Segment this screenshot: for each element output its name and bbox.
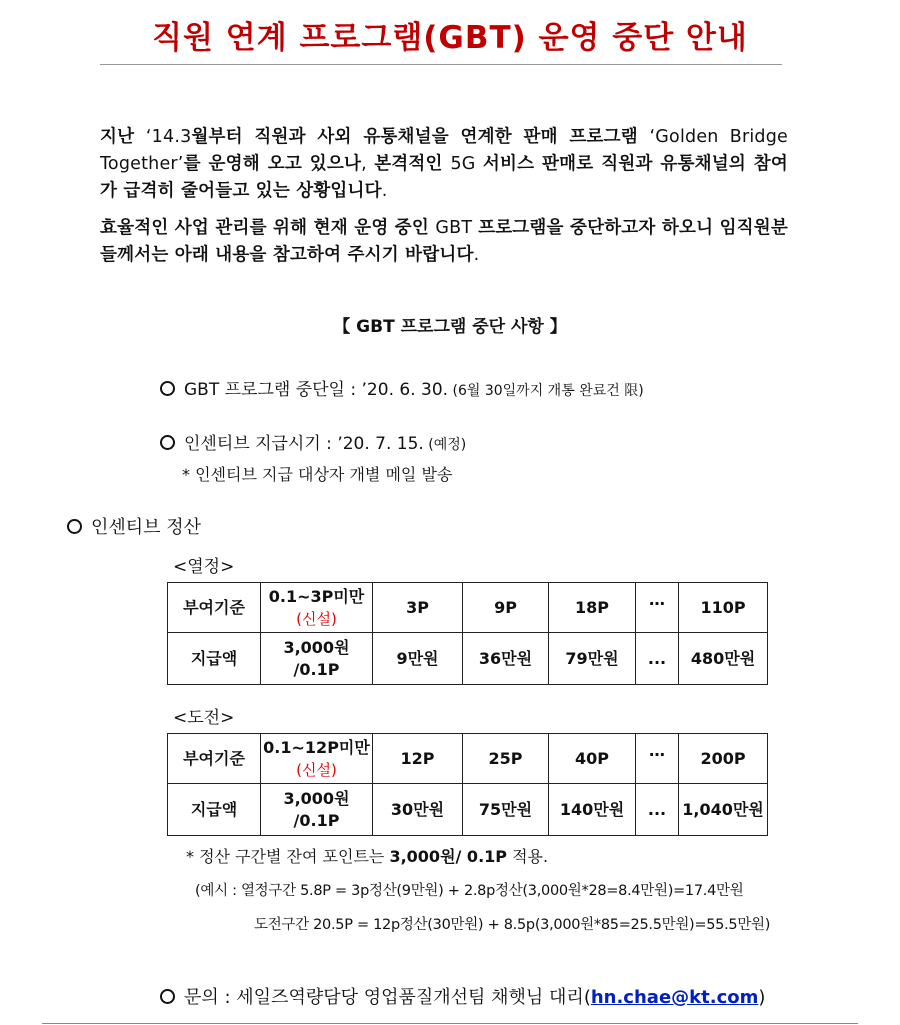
incentive-date-label: 인센티브 지급시기 : xyxy=(184,434,338,454)
end-date-item xyxy=(160,375,644,400)
amount-cell: ... xyxy=(636,633,679,685)
passion-label: <열정> xyxy=(173,557,235,577)
incentive-date-item xyxy=(160,429,466,454)
challenge-label: <도전> xyxy=(173,708,235,728)
amount-cell: 75만원 xyxy=(463,784,549,836)
criteria-cell: 40P xyxy=(549,734,636,784)
contact-line: 문의 : 세일즈역량담당 영업품질개선팀 채햇님 대리(hn.chae@kt.com) xyxy=(160,983,765,1009)
new-tag: (신설) xyxy=(296,760,337,779)
bullet-circle-icon xyxy=(160,381,175,396)
challenge-row-criteria xyxy=(168,734,768,784)
amount-cell: 1,040만원 xyxy=(679,784,768,836)
amount-first-cell: 3,000원 /0.1P xyxy=(261,633,373,685)
incentive-mail-note: * 인센티브 지급 대상자 개별 메일 발송 xyxy=(182,465,453,484)
criteria-cell: 3P xyxy=(373,583,463,633)
passion-row-amount xyxy=(168,633,768,685)
criteria-cell: 110P xyxy=(679,583,768,633)
end-date-label: GBT 프로그램 중단일 : xyxy=(184,380,362,400)
example-line-1: (예시 : 열정구간 5.8P = 3p정산(9만원) + 2.8p정산(3,000원*28=8.4만원)=17.4만원 xyxy=(195,883,744,899)
criteria-cell: 18P xyxy=(549,583,636,633)
amount-header: 지급액 xyxy=(168,633,261,685)
amount-cell: 79만원 xyxy=(549,633,636,685)
bullet-circle-icon xyxy=(160,989,175,1004)
intro-paragraph-1: 지난 ‘14.3월부터 직원과 사외 유통채널을 연계한 판매 프로그램 ‘Golden Bridge Together’를 운영해 오고 있으나, 본격적인 5G 서비스 판매로 직원과 유통채널의 참여가 급격히 줄어들고 있는 상황입니다. xyxy=(100,127,788,201)
end-date-note: (6월 30일까지 개통 완료건 限) xyxy=(448,383,644,399)
intro-paragraph-2: 효율적인 사업 관리를 위해 현재 운영 중인 GBT 프로그램을 중단하고자 하오니 임직원분들께서는 아래 내용을 참고하여 주시기 바랍니다. xyxy=(100,218,788,265)
incentive-date-value: ’20. 7. 15. xyxy=(337,434,424,454)
page-title: 직원 연계 프로그램(GBT) 운영 중단 안내 xyxy=(152,20,748,56)
passion-row-criteria xyxy=(168,583,768,633)
criteria-first-cell: 0.1~3P미만 (신설) xyxy=(261,583,373,633)
criteria-cell: 25P xyxy=(463,734,549,784)
bottom-divider xyxy=(42,1023,858,1024)
challenge-row-amount xyxy=(168,784,768,836)
section-title: 【 GBT 프로그램 중단 사항 】 xyxy=(333,317,567,337)
criteria-cell: 12P xyxy=(373,734,463,784)
title-divider xyxy=(100,64,782,65)
new-tag: (신설) xyxy=(296,609,337,628)
contact-email-link[interactable]: hn.chae@kt.com xyxy=(590,987,759,1008)
incentive-date-note: (예정) xyxy=(423,437,467,453)
bullet-circle-icon xyxy=(160,435,175,450)
bullet-circle-icon xyxy=(67,519,82,534)
criteria-cell: … xyxy=(636,583,679,633)
amount-cell: 36만원 xyxy=(463,633,549,685)
criteria-header: 부여기준 xyxy=(168,583,261,633)
amount-cell: 30만원 xyxy=(373,784,463,836)
amount-cell: 480만원 xyxy=(679,633,768,685)
contact-label: 문의 : 세일즈역량담당 영업품질개선팀 채햇님 대리( xyxy=(184,987,591,1008)
amount-first-cell: 3,000원 /0.1P xyxy=(261,784,373,836)
amount-cell: 9만원 xyxy=(373,633,463,685)
criteria-cell: 9P xyxy=(463,583,549,633)
criteria-cell: 200P xyxy=(679,734,768,784)
end-date-value: ’20. 6. 30. xyxy=(361,380,449,400)
amount-cell: ... xyxy=(636,784,679,836)
settlement-heading xyxy=(67,513,201,539)
example-line-2: 도전구간 20.5P = 12p정산(30만원) + 8.5p(3,000원*85=25.5만원)=55.5만원) xyxy=(254,917,771,933)
criteria-first-cell: 0.1~12P미만 (신설) xyxy=(261,734,373,784)
criteria-cell: … xyxy=(636,734,679,784)
amount-header: 지급액 xyxy=(168,784,261,836)
challenge-table xyxy=(167,733,768,836)
remaining-points-note: * 정산 구간별 잔여 포인트는 3,000원/ 0.1P 적용. xyxy=(186,847,549,866)
settlement-heading-text: 인센티브 정산 xyxy=(91,517,202,538)
criteria-header: 부여기준 xyxy=(168,734,261,784)
amount-cell: 140만원 xyxy=(549,784,636,836)
passion-table xyxy=(167,582,768,685)
